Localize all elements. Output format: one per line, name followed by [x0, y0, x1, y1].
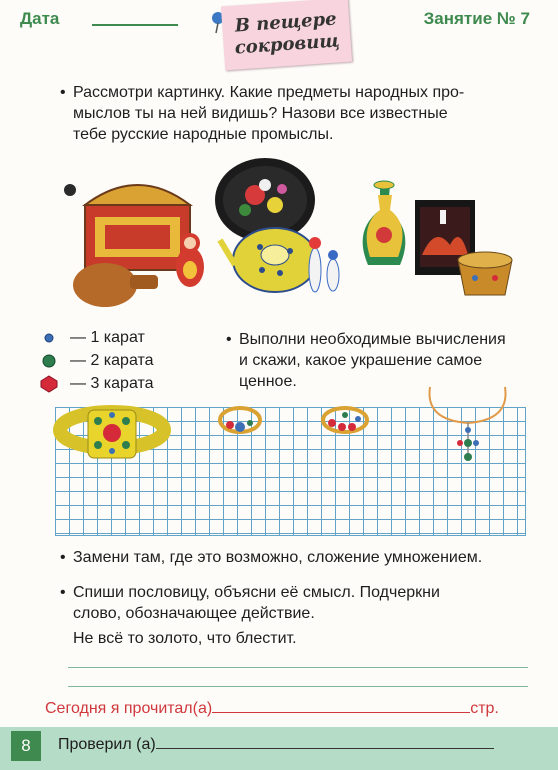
task-1: • Рассмотри картинку. Какие предметы народных про- мыслов ты на ней видишь? Назови все известные тебе русские народные промыслы.	[60, 84, 465, 143]
matryoshka-image	[176, 233, 204, 287]
page-number: 8	[11, 731, 41, 761]
task-3: • Замени там, где это возможно, сложение умножением.	[60, 549, 483, 566]
writing-line-2[interactable]	[68, 686, 528, 687]
proverb: Не всё то золото, что блестит.	[73, 630, 297, 647]
date-input-line[interactable]	[92, 24, 178, 26]
blue-gem-icon	[43, 332, 55, 344]
task-2-line-3: ценное.	[239, 373, 297, 390]
writing-line-1[interactable]	[68, 667, 528, 668]
green-gem-icon	[41, 353, 57, 369]
checked-signature-input[interactable]	[156, 748, 494, 749]
lesson-title-card	[221, 0, 352, 70]
title-line-1: В пещере	[234, 8, 338, 37]
reading-suffix: стр.	[470, 700, 499, 717]
task-2: • Выполни необходимые вычисления и скажи, какое украшение самое ценное.	[226, 331, 506, 390]
task-3-text: Замени там, где это возможно, сложение умножением.	[73, 549, 483, 566]
task-4-line-2: слово, обозначающее действие.	[73, 605, 315, 622]
lesson-number: Занятие № 7	[423, 9, 530, 28]
date-label: Дата	[20, 9, 60, 28]
yellow-teapot-image	[220, 228, 317, 292]
decorated-vase-image	[363, 181, 406, 265]
task-2-line-2: и скажи, какое украшение самое	[239, 352, 483, 369]
reading-label: Сегодня я прочитал(а)	[45, 700, 213, 717]
necklace-image	[429, 387, 505, 461]
legend-2-carats	[38, 350, 154, 372]
title-line-2: сокровищ	[234, 30, 341, 59]
ring-2-image	[323, 408, 367, 432]
legend-2-carats-label: — 2 карата	[70, 352, 154, 369]
checked-label: Проверил (а)	[58, 736, 156, 753]
clay-toys-image	[309, 237, 339, 292]
legend-3-carats-label: — 3 карата	[70, 375, 154, 392]
reading-pages-input[interactable]	[212, 712, 470, 713]
task-4-line-1: Спиши пословицу, объясни её смысл. Подчеркни	[73, 584, 440, 601]
task-4: • Спиши пословицу, объясни её смысл. Подчеркни слово, обозначающее действие.	[60, 584, 440, 622]
task-2-line-1: Выполни необходимые вычисления	[239, 331, 506, 348]
bracelet-image	[60, 410, 164, 458]
reading-log	[45, 700, 499, 718]
folk-crafts-illustration	[50, 155, 528, 310]
jewelry-illustration	[40, 375, 540, 475]
task-1-line-1: Рассмотри картинку. Какие предметы народных про-	[73, 84, 465, 101]
task-1-line-3: тебе русские народные промыслы.	[73, 126, 334, 143]
checked-by	[58, 736, 494, 754]
treasure-chest-image	[64, 184, 190, 270]
legend-1-carat	[38, 327, 145, 349]
legend-1-carat-label: — 1 карат	[70, 329, 145, 346]
ring-1-image	[220, 408, 260, 432]
task-1-line-2: мыслов ты на ней видишь? Назови все известные	[73, 105, 448, 122]
wicker-bowl-image	[458, 252, 512, 295]
